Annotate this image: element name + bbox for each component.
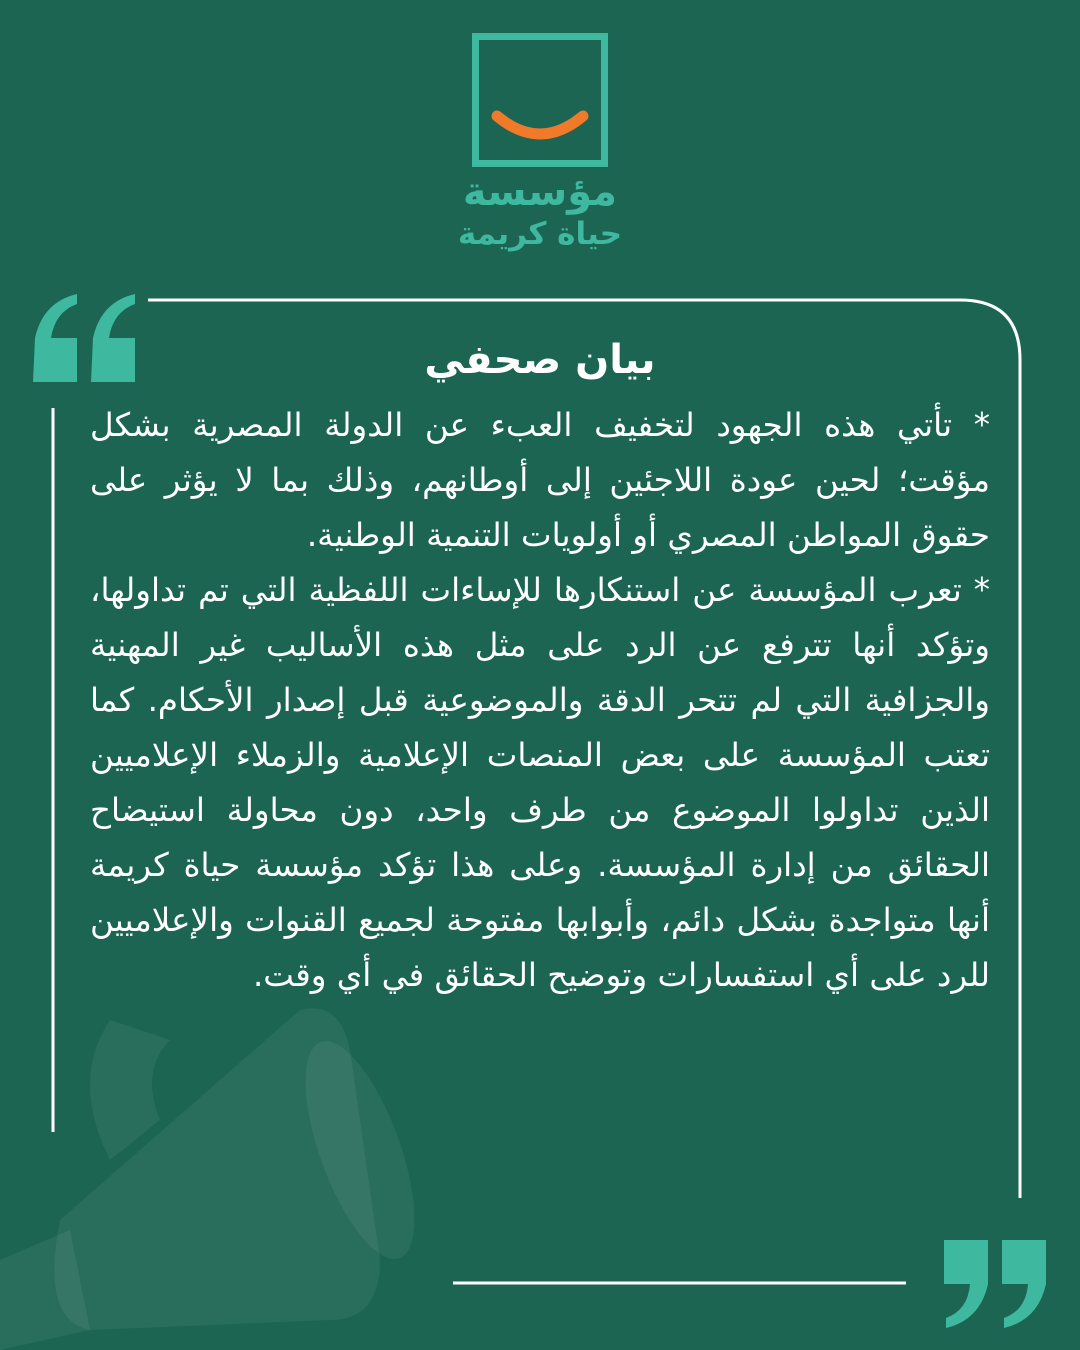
- logo-name-line1: مؤسسة: [462, 169, 618, 215]
- statement-paragraph: * تأتي هذه الجهود لتخفيف العبء عن الدولة المصرية بشكل مؤقت؛ لحين عودة اللاجئين إلى أوطانهم، وذلك بما لا يؤثر على حقوق المواطن المصري أو أولويات التنمية الوطنية.: [90, 406, 990, 554]
- statement-paragraph: * تعرب المؤسسة عن استنكارها للإساءات اللفظية التي تم تداولها، وتؤكد أنها تترفع عن الرد على مثل هذه الأساليب غير المهنية والجزافية التي لم تتحر الدقة والموضوعية قبل إصدار الأحكام. كما تعتب المؤسسة على بعض المنصات الإعلامية والزملاء الإعلاميين الذين تداولوا الموضوع من طرف واحد، دون محاولة استيضاح الحقائق من إدارة المؤسسة. وعلى هذا تؤكد مؤسسة حياة كريمة أنها متواجدة بشكل دائم، وأبوابها مفتوحة لجميع القنوات والإعلاميين للرد على أي استفسارات وتوضيح الحقائق في أي وقت.: [90, 571, 990, 994]
- statement-body: [90, 398, 990, 1003]
- close-quote-icon: [944, 1240, 1048, 1328]
- open-quote-icon: [33, 294, 135, 382]
- statement-title: بيان صحفي: [424, 337, 656, 383]
- logo-name-line2: حياة كريمة: [457, 216, 623, 252]
